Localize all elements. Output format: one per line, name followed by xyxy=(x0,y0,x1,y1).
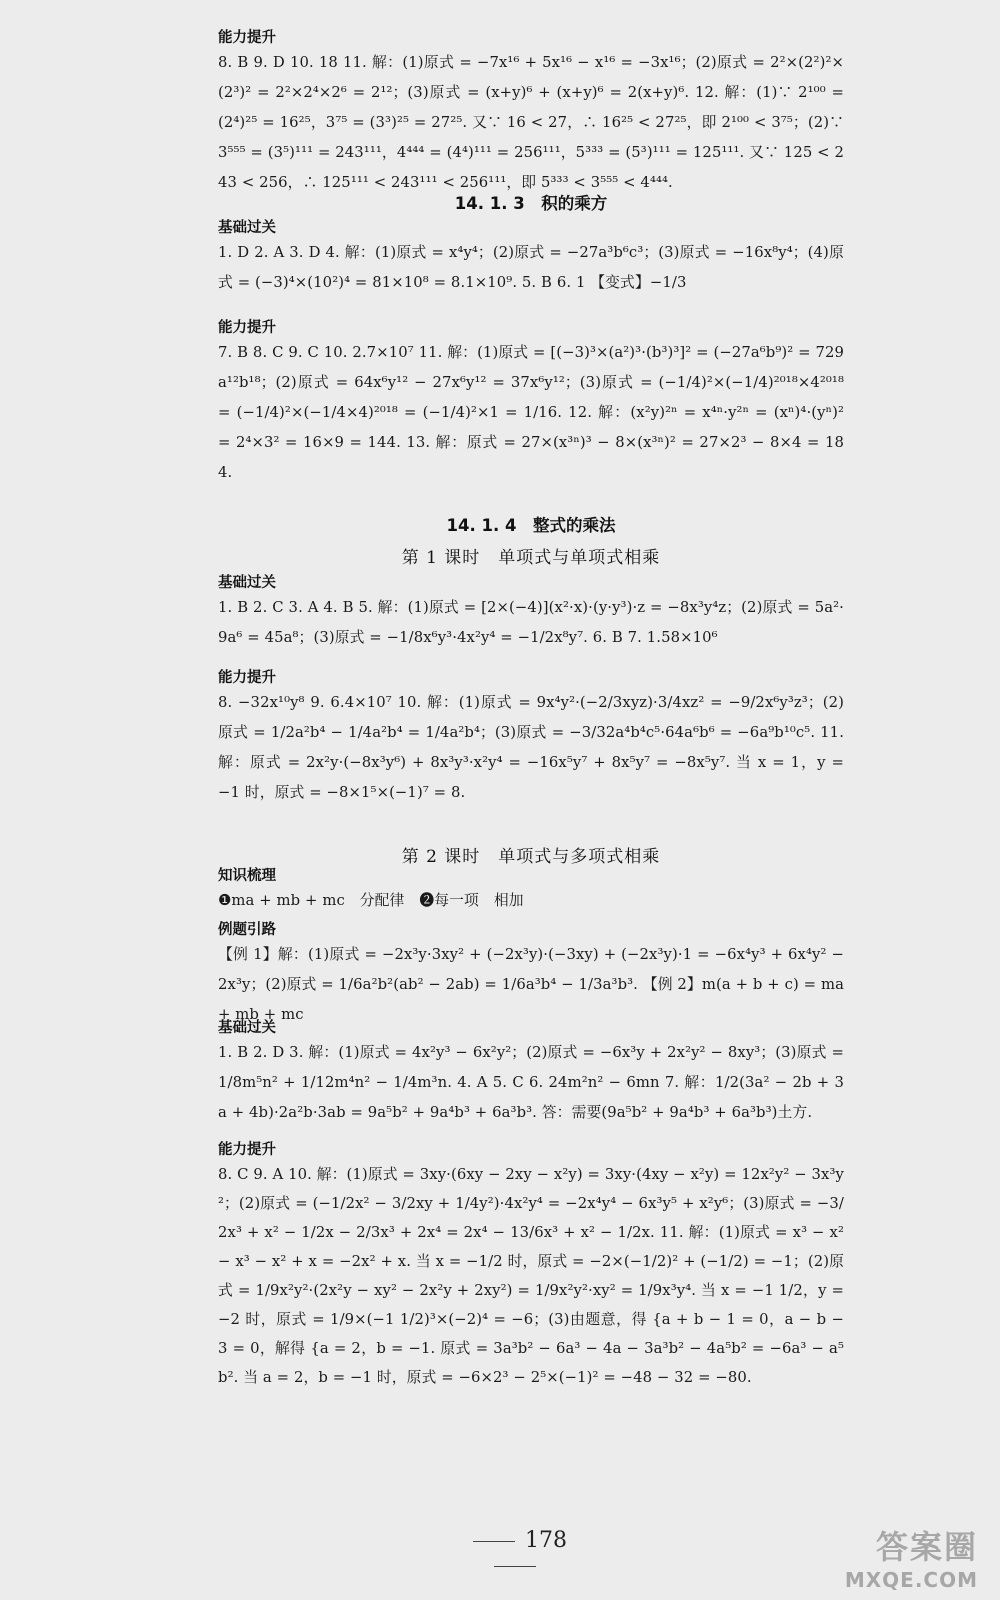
answers-14-1-3-nengli: 7. B 8. C 9. C 10. 2.7×10⁷ 11. 解：(1)原式 = [(−3)³×(a²)³·(b³)³]² = (−27a⁶b⁹)² = 729a¹²b¹⁸；(2)原式 = 64x⁶y¹² − 27x⁶y¹² = 37x⁶y¹²；(3)原式 = (−1/4)²×(−1/4)²⁰¹⁸×4²⁰¹⁸ = (−1/4)²×(−1/4×4)²⁰¹⁸ = (−1/4)²×1 = 1/16. 12. 解：(x²y)²ⁿ = x⁴ⁿ·y²ⁿ = (xⁿ)⁴·(yⁿ)² = 2⁴×3² = 16×9 = 144. 13. 解：原式 = 27×(x³ⁿ)³ − 8×(x³ⁿ)² = 27×2³ − 8×4 = 184. xyxy=(218,344,844,481)
section-label-nengli-top: 能力提升 xyxy=(218,30,276,46)
watermark-en: MXQE.COM xyxy=(844,1568,978,1592)
top-answers: 8. B 9. D 10. 18 11. 解：(1)原式 = −7x¹⁶ + 5x¹⁶ − x¹⁶ = −3x¹⁶；(2)原式 = 2²×(2²)²×(2³)² = 2²×2⁴×2⁶ = 2¹²；(3)原式 = (x+y)⁶ + (x+y)⁶ = 2(x+y)⁶. 12. 解：(1)∵ 2¹⁰⁰ = (2⁴)²⁵ = 16²⁵，3⁷⁵ = (3³)²⁵ = 27²⁵. 又∵ 16 < 27，∴ 16²⁵ < 27²⁵，即 2¹⁰⁰ < 3⁷⁵；(2)∵ 3⁵⁵⁵ = (3⁵)¹¹¹ = 243¹¹¹，4⁴⁴⁴ = (4⁴)¹¹¹ = 256¹¹¹，5³³³ = (5³)¹¹¹ = 125¹¹¹. 又∵ 125 < 243 < 256，∴ 125¹¹¹ < 243¹¹¹ < 256¹¹¹，即 5³³³ < 3⁵⁵⁵ < 4⁴⁴⁴. xyxy=(218,54,844,191)
section-label-liti: 例题引路 xyxy=(218,922,276,938)
lesson-2-title: 第 2 课时 单项式与多项式相乘 xyxy=(401,847,661,867)
section-liti xyxy=(218,920,844,1030)
section-label-jichu: 基础过关 xyxy=(218,220,276,236)
answers-14-1-4-jichu: 1. B 2. C 3. A 4. B 5. 解：(1)原式 = [2×(−4)](x²·x)·(y·y³)·z = −8x³y⁴z；(2)原式 = 5a²·9a⁶ = 45a⁸；(3)原式 = −1/8x⁶y³·4x²y⁴ = −1/2x⁸y⁷. 6. B 7. 1.58×10⁶ xyxy=(218,599,844,646)
page-number xyxy=(435,1528,595,1578)
section-label-jichu: 基础过关 xyxy=(218,1020,276,1036)
heading-14-1-3: 14. 1. 3 积的乘方 xyxy=(454,194,608,213)
page-number-text: 178 xyxy=(525,1528,567,1553)
answers-lesson2-nengli: 8. C 9. A 10. 解：(1)原式 = 3xy·(6xy − 2xy − x²y) = 3xy·(4xy − x²y) = 12x²y² − 3x³y²；(2)原式 = (−1/2x² − 3/2xy + 1/4y²)·4x²y⁴ = −2x⁴y⁴ − 6x³y⁵ + x²y⁶；(3)原式 = −3/2x³ + x² − 1/2x − 2/3x³ + 2x⁴ = 2x⁴ − 13/6x³ + x² − 1/2x. 11. 解：(1)原式 = x³ − x² − x³ − x² + x = −2x² + x. 当 x = −1/2 时，原式 = −2×(−1/2)² + (−1/2) = −1；(2)原式 = 1/9x²y²·(2x²y − xy² − 2x²y + 2xy²) = 1/9x²y²·xy² = 1/9x³y⁴. 当 x = −1 1/2，y = −2 时，原式 = 1/9×(−1 1/2)³×(−2)⁴ = −6；(3)由题意，得 {a + b − 1 = 0，a − b − 3 = 0，解得 {a = 2，b = −1. 原式 = 3a³b² − 6a³ − 4a − 3a³b² − 4a⁵b² = −6a³ − a⁵b². 当 a = 2，b = −1 时，原式 = −6×2³ − 2⁵×(−1)² = −48 − 32 = −80. xyxy=(218,1166,844,1386)
section-14-1-3-nengli xyxy=(218,318,844,488)
section-label-nengli: 能力提升 xyxy=(218,1142,276,1158)
section-lesson2-jichu xyxy=(218,1018,844,1128)
section-label-nengli: 能力提升 xyxy=(218,320,276,336)
answers-14-1-3-jichu: 1. D 2. A 3. D 4. 解：(1)原式 = x⁴y⁴；(2)原式 = −27a³b⁶c³；(3)原式 = −16x⁸y⁴；(4)原式 = (−3)⁴×(10²)⁴ = 81×10⁸ = 8.1×10⁹. 5. B 6. 1 【变式】−1/3 xyxy=(218,244,844,291)
watermark-logo xyxy=(845,1522,978,1592)
answers-14-1-4-nengli: 8. −32x¹⁰y⁸ 9. 6.4×10⁷ 10. 解：(1)原式 = 9x⁴y²·(−2/3xyz)·3/4xz² = −9/2x⁶y³z³；(2)原式 = 1/2a²b⁴ − 1/4a²b⁴ = 1/4a²b⁴；(3)原式 = −3/32a⁴b⁴c⁵·64a⁶b⁶ = −6a⁹b¹⁰c⁵. 11. 解：原式 = 2x²y·(−8x³y⁶) + 8x³y³·x²y⁴ = −16x⁵y⁷ + 8x⁵y⁷ = −8x⁵y⁷. 当 x = 1，y = −1 时，原式 = −8×1⁵×(−1)⁷ = 8. xyxy=(218,694,844,801)
answers-liti: 【例 1】解：(1)原式 = −2x³y·3xy² + (−2x³y)·(−3xy) + (−2x³y)·1 = −6x⁴y³ + 6x⁴y² − 2x³y；(2)原式 = 1/6a²b²(ab² − 2ab) = 1/6a³b⁴ − 1/3a³b³. 【例 2】m(a + b + c) = ma + mb + mc xyxy=(218,946,844,1023)
lesson-1-title: 第 1 课时 单项式与单项式相乘 xyxy=(401,548,661,568)
section-label-jichu: 基础过关 xyxy=(218,575,276,591)
section-14-1-3-jichu xyxy=(218,218,844,298)
section-zhishi xyxy=(218,866,844,916)
section-label-zhishi: 知识梳理 xyxy=(218,868,276,884)
heading-14-1-4: 14. 1. 4 整式的乘法 xyxy=(446,516,616,535)
section-14-1-4-nengli xyxy=(218,668,844,808)
page-number-right-rule xyxy=(494,1566,536,1567)
answers-zhishi: ❶ma + mb + mc 分配律 ❷每一项 相加 xyxy=(218,892,524,909)
top-section xyxy=(218,28,844,198)
watermark-cn: 答案圈 xyxy=(875,1528,978,1566)
answers-lesson2-jichu: 1. B 2. D 3. 解：(1)原式 = 4x²y³ − 6x²y²；(2)原式 = −6x³y + 2x²y² − 8xy³；(3)原式 = 1/8m⁵n² + 1/12m⁴n² − 1/4m³n. 4. A 5. C 6. 24m²n² − 6mn 7. 解：1/2(3a² − 2b + 3a + 4b)·2a²b·3ab = 9a⁵b² + 9a⁴b³ + 6a³b³. 答：需要(9a⁵b² + 9a⁴b³ + 6a³b³)土方. xyxy=(218,1044,844,1121)
section-lesson2-nengli xyxy=(218,1140,844,1392)
section-label-nengli: 能力提升 xyxy=(218,670,276,686)
page-number-left-rule xyxy=(473,1541,515,1542)
section-14-1-4-jichu xyxy=(218,573,844,653)
